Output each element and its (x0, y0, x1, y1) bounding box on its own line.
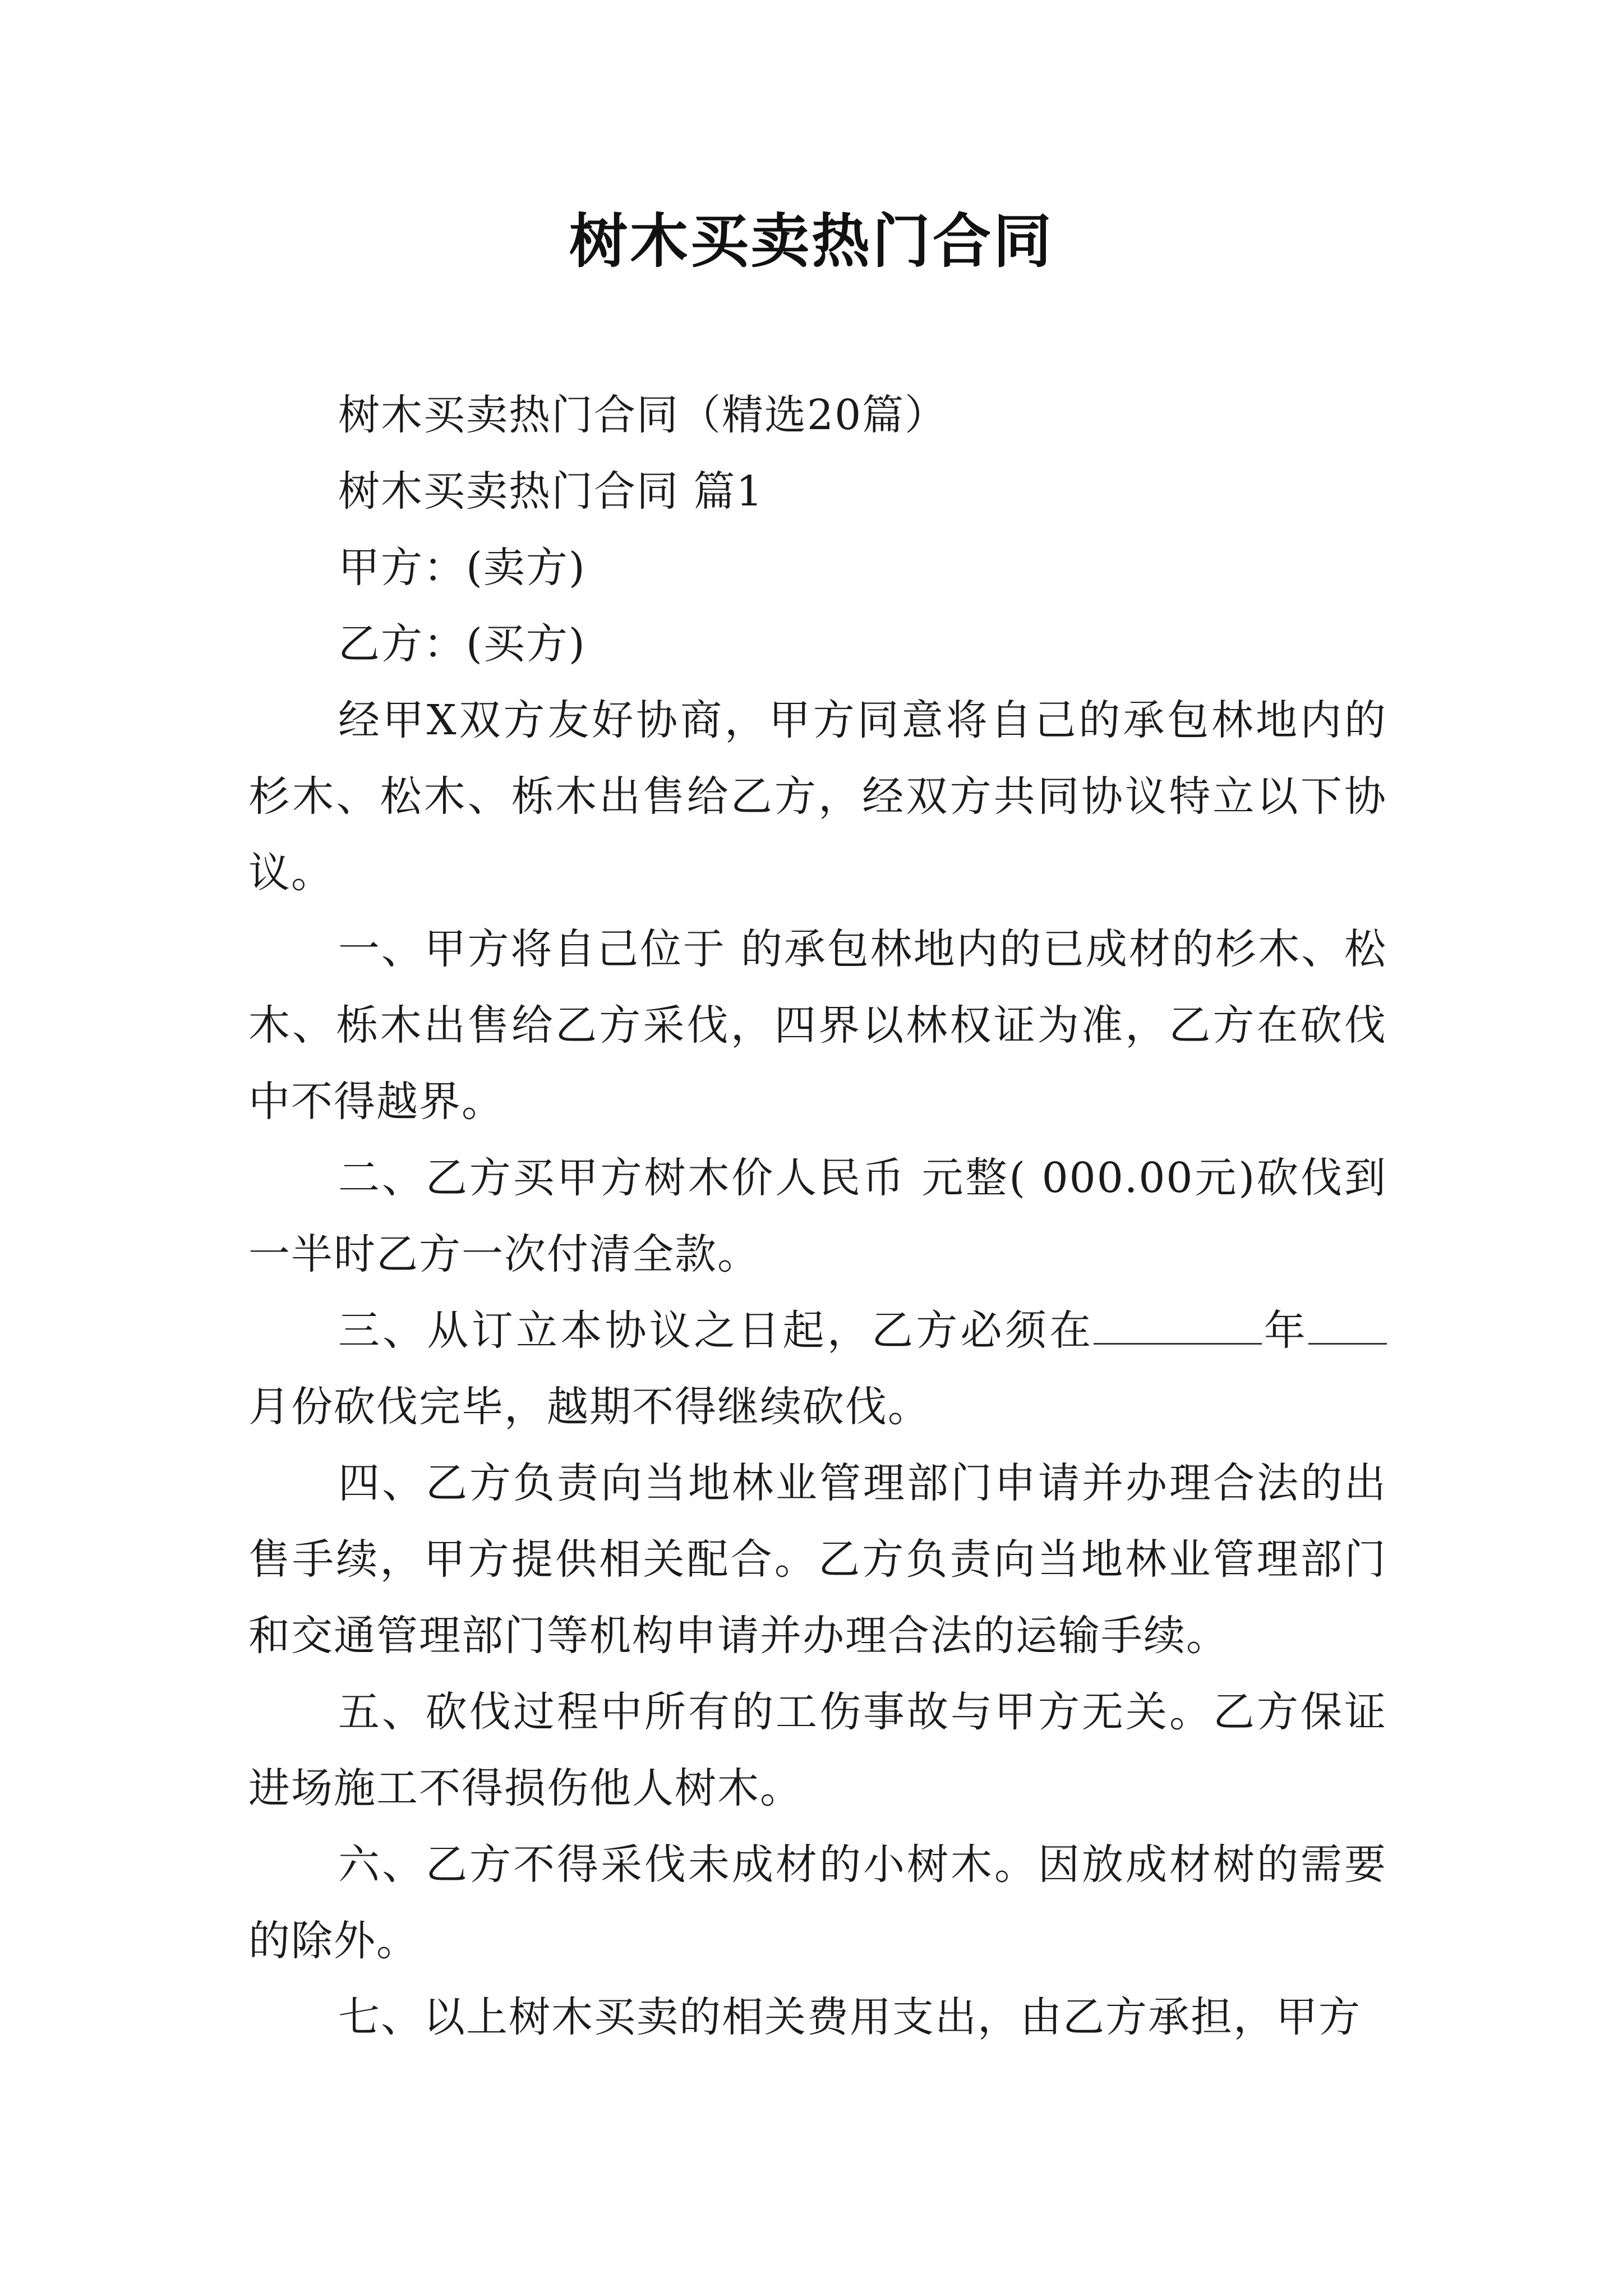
clause-5: 五、砍伐过程中所有的工伤事故与甲方无关。乙方保证进场施工不得损伤他人树木。 (248, 1688, 1387, 1812)
clause-7: 七、以上树木买卖的相关费用支出，由乙方承担，甲方 (338, 1993, 1361, 2041)
year-blank-line (1094, 1342, 1262, 1345)
party-b-line: 乙方：(买方) (338, 620, 586, 668)
party-a-line: 甲方：(卖方) (338, 544, 586, 592)
document-subtitle: 树木买卖热门合同（精选20篇） (338, 391, 948, 439)
clause-2: 二、乙方买甲方树木价人民币 元整( 000.00元)砍伐到一半时乙方一次付清全款。 (248, 1154, 1387, 1278)
document-title: 树木买卖热门合同 (569, 207, 1054, 275)
clause-4: 四、乙方负责向当地林业管理部门申请并办理合法的出售手续，甲方提供相关配合。乙方负责向当地林业管理部门和交通管理部门等机构申请并办理合法的运输手续。 (248, 1459, 1387, 1660)
intro-paragraph: 经甲X双方友好协商，甲方同意将自己的承包林地内的杉木、松木、栎木出售给乙方，经双方共同协议特立以下协议。 (248, 696, 1387, 897)
clause-3 (248, 1292, 1387, 1445)
month-blank-line (1308, 1342, 1387, 1345)
clause-3-text-start: 三、从订立本协议之日起，乙方必须在 (338, 1306, 1094, 1355)
clause-3-text-end: 月份砍伐完毕，越期不得继续砍伐。 (248, 1383, 930, 1431)
clause-1: 一、甲方将自己位于 的承包林地内的已成材的杉木、松木、栎木出售给乙方采伐，四界以林权证为准，乙方在砍伐中不得越界。 (248, 925, 1387, 1126)
clause-6: 六、乙方不得采伐未成材的小树木。因放成材树的需要的除外。 (248, 1841, 1387, 1965)
section-heading: 树木买卖热门合同 篇1 (338, 467, 764, 516)
document-body (248, 377, 1387, 2055)
clause-3-year-label: 年 (1262, 1306, 1309, 1355)
